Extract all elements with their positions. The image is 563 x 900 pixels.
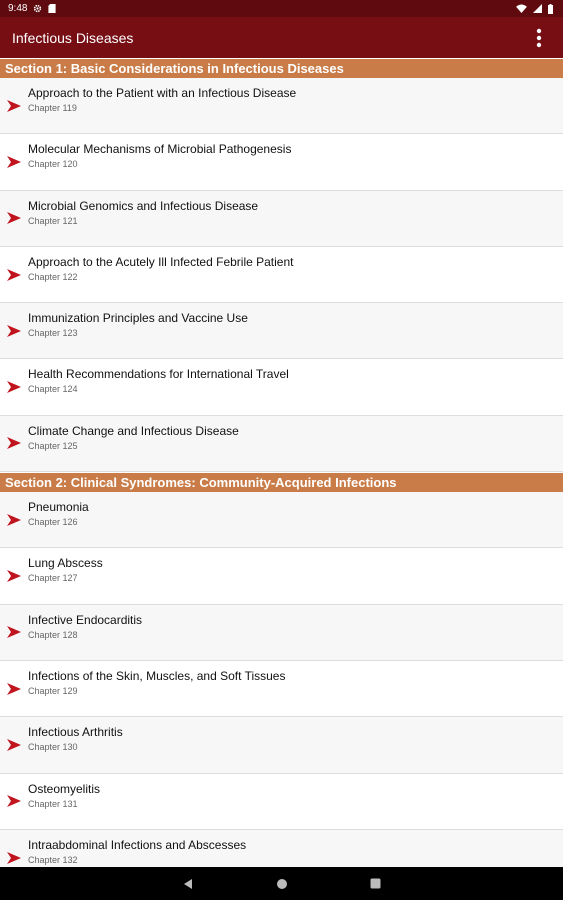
item-title: Immunization Principles and Vaccine Use	[28, 311, 248, 326]
list-item[interactable]	[0, 774, 563, 830]
list-item[interactable]	[0, 661, 563, 717]
back-icon	[182, 878, 194, 890]
list-item[interactable]	[0, 359, 563, 415]
chevron-right-icon	[6, 154, 22, 170]
status-time: 9:48	[8, 3, 28, 14]
item-chapter: Chapter 130	[28, 742, 78, 753]
recents-icon	[370, 878, 381, 889]
item-title: Osteomyelitis	[28, 781, 101, 796]
list-item[interactable]	[0, 191, 563, 247]
section-header: Section 2: Clinical Syndromes: Community-Acquired Infections	[0, 472, 563, 492]
list-item[interactable]	[0, 717, 563, 773]
list-item[interactable]	[0, 78, 563, 134]
page-title: Infectious Diseases	[12, 29, 134, 46]
app-bar	[0, 17, 563, 58]
item-title: Infective Endocarditis	[28, 612, 143, 627]
list-item[interactable]	[0, 303, 563, 359]
item-chapter: Chapter 122	[28, 271, 78, 282]
item-chapter: Chapter 129	[28, 685, 78, 696]
list-item[interactable]	[0, 492, 563, 548]
list-item[interactable]	[0, 416, 563, 472]
chevron-right-icon	[6, 681, 22, 697]
item-chapter: Chapter 123	[28, 328, 78, 339]
chevron-right-icon	[6, 793, 22, 809]
chapter-list[interactable]	[0, 58, 563, 867]
system-nav-bar	[0, 867, 563, 900]
chevron-right-icon	[6, 850, 22, 866]
chevron-right-icon	[6, 624, 22, 640]
item-title: Pneumonia	[28, 500, 89, 515]
wifi-icon	[516, 4, 527, 13]
battery-icon	[548, 4, 553, 14]
item-chapter: Chapter 131	[28, 798, 78, 809]
chevron-right-icon	[6, 435, 22, 451]
item-chapter: Chapter 128	[28, 629, 78, 640]
list-item[interactable]	[0, 605, 563, 661]
chevron-right-icon	[6, 210, 22, 226]
item-chapter: Chapter 120	[28, 159, 78, 170]
home-icon	[276, 878, 288, 890]
status-bar	[0, 0, 563, 17]
nav-home-button[interactable]	[274, 876, 290, 892]
chevron-right-icon	[6, 379, 22, 395]
chevron-right-icon	[6, 568, 22, 584]
item-title: Intraabdominal Infections and Abscesses	[28, 837, 247, 852]
item-title: Approach to the Acutely Ill Infected Febrile Patient	[28, 254, 294, 269]
chevron-right-icon	[6, 98, 22, 114]
item-title: Microbial Genomics and Infectious Disease	[28, 198, 259, 213]
nav-back-button[interactable]	[180, 876, 196, 892]
item-chapter: Chapter 124	[28, 384, 78, 395]
section-header: Section 1: Basic Considerations in Infectious Diseases	[0, 58, 563, 78]
item-title: Approach to the Patient with an Infectious Disease	[28, 86, 297, 100]
item-title: Lung Abscess	[28, 556, 103, 571]
list-item[interactable]	[0, 548, 563, 604]
item-chapter: Chapter 127	[28, 573, 78, 584]
list-item[interactable]	[0, 830, 563, 867]
gear-icon	[33, 4, 42, 13]
signal-icon	[533, 4, 542, 13]
item-title: Infectious Arthritis	[28, 725, 123, 740]
item-chapter: Chapter 132	[28, 854, 78, 865]
sd-card-icon	[48, 4, 56, 13]
item-chapter: Chapter 119	[28, 103, 77, 113]
list-item[interactable]	[0, 247, 563, 303]
chevron-right-icon	[6, 512, 22, 528]
chevron-right-icon	[6, 267, 22, 283]
item-chapter: Chapter 126	[28, 517, 78, 528]
item-title: Molecular Mechanisms of Microbial Pathogenesis	[28, 142, 292, 157]
nav-recents-button[interactable]	[368, 876, 384, 892]
item-chapter: Chapter 121	[28, 215, 78, 226]
item-chapter: Chapter 125	[28, 440, 78, 451]
overflow-menu-button[interactable]	[529, 23, 549, 53]
item-title: Climate Change and Infectious Disease	[28, 423, 239, 438]
more-vert-icon	[536, 28, 542, 48]
item-title: Health Recommendations for International Travel	[28, 367, 289, 382]
chevron-right-icon	[6, 737, 22, 753]
item-title: Infections of the Skin, Muscles, and Soft Tissues	[28, 668, 286, 683]
chevron-right-icon	[6, 323, 22, 339]
list-item[interactable]	[0, 134, 563, 190]
